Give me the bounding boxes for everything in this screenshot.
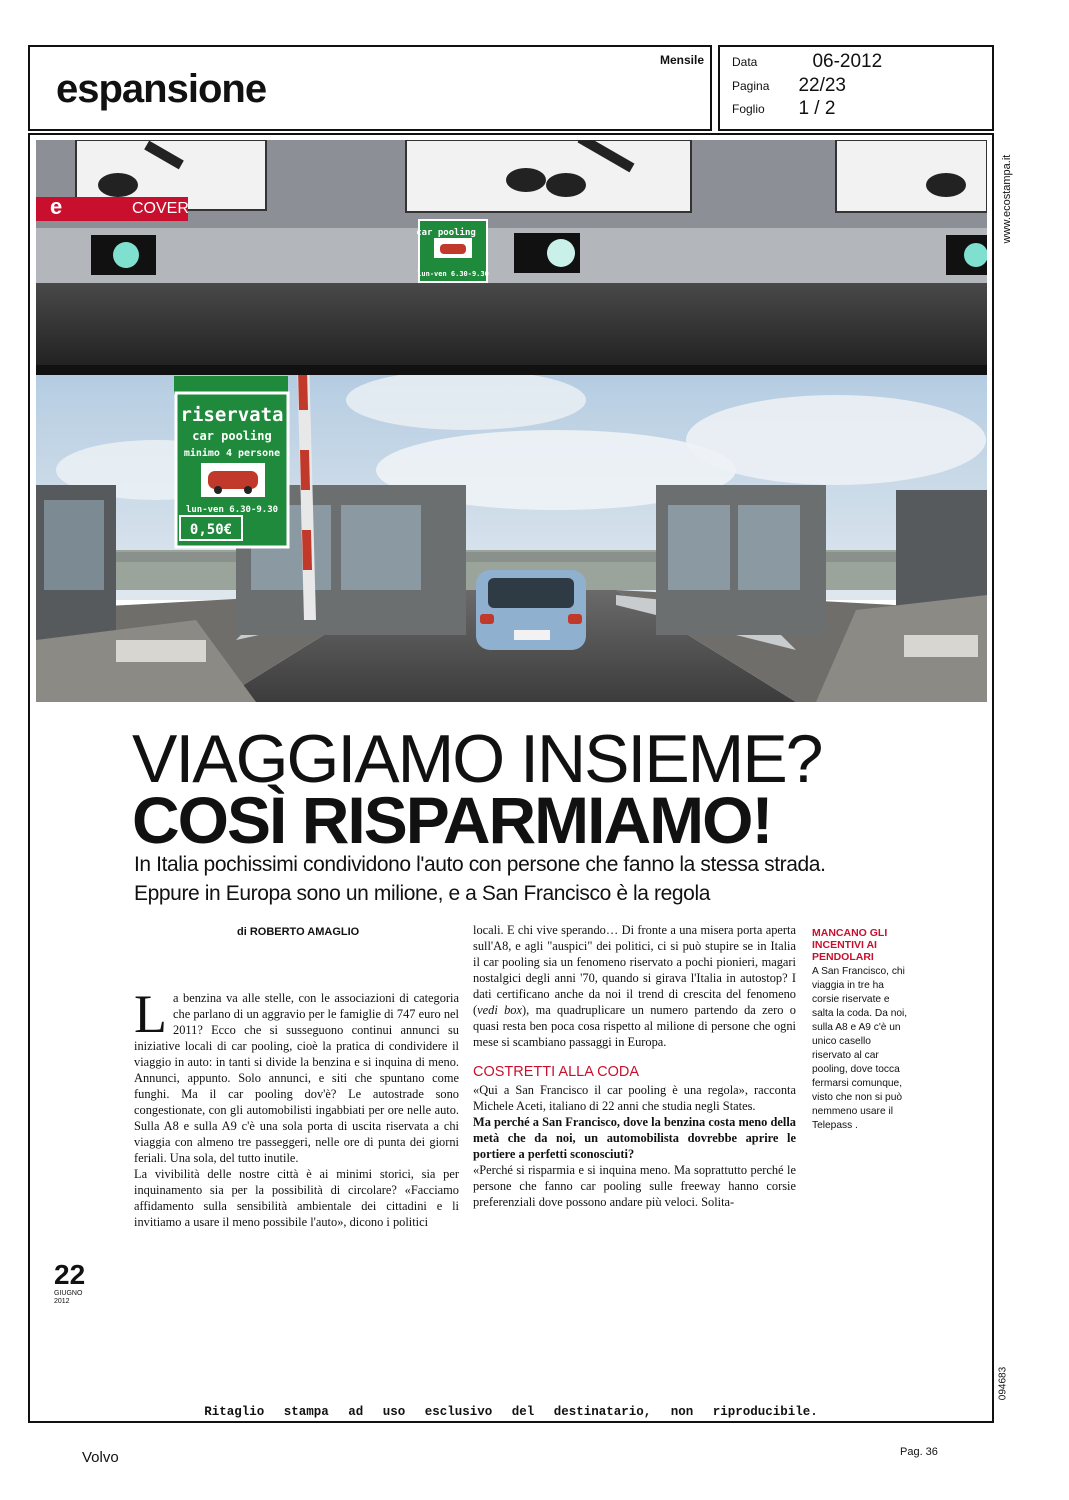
subheading: COSTRETTI ALLA CODA xyxy=(473,1064,639,1080)
sidebar-body: A San Francisco, chi viaggia in tre ha corsie riservate e salta la coda. Da noi, sulla A8 e A9 c'è un unico casello riservato al car pooling, dove tocca fermarsi comunque, visto che non si può nemmeno usare il Telepass . xyxy=(812,966,908,1131)
document-page: Pag. 36 xyxy=(900,1446,938,1458)
paragraph-2: La vivibilità delle nostre città è ai minimi storici, sia per inquinamento sia per la possibilità di circolare? «Facciamo affidamento sulla sensibilità ambientale dei cittadini e li invitiamo a usare il meno possibile l'auto», dicono i politici xyxy=(134,1167,459,1229)
sheet-row xyxy=(732,98,835,120)
side-url xyxy=(996,148,1012,258)
date-value: 06-2012 xyxy=(812,51,883,72)
top-sign-line3: lun-ven 6.30-9.30 xyxy=(417,270,489,278)
masthead-title: espansione xyxy=(56,67,267,111)
question-bold-text: Ma perché a San Francisco, dove la benzina costa meno della metà che da noi, un automobilista dovrebbe aprire le portiere a perfetti sconosciuti? xyxy=(473,1115,796,1161)
headline-line2: COSÌ RISPARMIAMO! xyxy=(132,783,772,857)
byline: di ROBERTO AMAGLIO xyxy=(237,926,360,938)
section-letter: e xyxy=(50,194,63,219)
clipping-note: Ritaglio stampa ad uso esclusivo del destinatario, non riproducibile. xyxy=(204,1405,818,1419)
frequency-label: Mensile xyxy=(659,53,704,67)
page-row xyxy=(732,75,846,97)
subtitle: In Italia pochissimi condividono l'auto con persone che fanno la stessa strada. Eppure in Europa sono un milione, e a San Francisco è la regola xyxy=(134,853,826,905)
headline-line1: VIAGGIAMO INSIEME? xyxy=(132,721,822,797)
masthead-box xyxy=(28,45,712,131)
section-label: COVER xyxy=(132,200,189,217)
paragraph-4: «Qui a San Francisco il car pooling è una regola», racconta Michele Aceti, italiano di 22 anni che studia negli States. xyxy=(473,1083,796,1113)
page-number: 22 xyxy=(54,1259,86,1290)
paragraph-1-text: a benzina va alle stelle, con le associazioni di categoria che parlano di un aggravio per le famiglie di 747 euro nel 2011? Ecco che si susseguono continui annunci su iniziative locali di car pooling, cioè la pratica di condividere il viaggio in auto: in tanti si divide la benzina e si inquina di meno. Annunci, appunto. Solo annunci, e siti che spuntano come funghi. Ma il car pooling dov'è? Le autostrade sono congestionate, con gli automobilisti ingabbiati per ore nelle auto. Sulla A8 e sulla A9 c'è una sola porta di uscita riservata a chi viaggia con almeno tre passeggeri, nelle ore di punta dei giorni feriali. Una sola, del tutto inutile. xyxy=(134,991,459,1165)
side-code xyxy=(996,1360,1012,1410)
paragraph-3-text-a: locali. E chi vive sperando… Di fronte a una misera porta aperta sull'A8, e agli "auspici" dei politici, ci si può stupire se in Italia il car pooling sia un fenomeno riservato a pochi pionieri, magari nostalgici degli anni '70, quando si girava l'Italia in autostop? I dati certificano anche da noi il trend di crescita del fenomeno ( xyxy=(473,923,796,1017)
big-sign-line1: riservata xyxy=(180,404,284,426)
sidebar-box xyxy=(812,927,912,1133)
paragraph-1 xyxy=(134,984,459,1166)
question-bold xyxy=(473,1114,796,1162)
metadata-box xyxy=(718,45,994,131)
toll-booth-photo xyxy=(36,140,987,702)
top-sign-line1: car pooling xyxy=(416,228,476,238)
paragraph-3-text-b: ), ma quadruplicare un numero partendo da zero o quasi resta ben poca cosa rispetto al milione di persone che ogni mese si scambiano passaggi in Europa. xyxy=(473,1003,797,1049)
issue-year: 2012 xyxy=(54,1298,70,1305)
article-column-2 xyxy=(473,922,796,1210)
issue-month: GIUGNO xyxy=(54,1290,83,1297)
issue-date xyxy=(54,1290,82,1306)
page-value: 22/23 xyxy=(798,75,846,96)
paragraph-3 xyxy=(473,922,796,1050)
big-sign-line4: lun-ven 6.30-9.30 xyxy=(185,505,279,515)
sheet-label: Foglio xyxy=(732,102,765,116)
date-label: Data xyxy=(732,55,758,69)
article-column-1 xyxy=(134,984,459,1230)
date-row xyxy=(732,51,882,73)
side-url-text: www.ecostampa.it xyxy=(1001,154,1013,244)
sidebar-title: MANCANO GLI INCENTIVI AI PENDOLARI xyxy=(812,927,888,963)
box-reference: vedi box xyxy=(477,1003,523,1017)
section-tag xyxy=(36,194,189,221)
paragraph-5: «Perché si risparmia e si inquina meno. Ma soprattutto perché le persone che fanno car pooling sulle freeway hanno corsie preferenziali dove possono andare più veloci. Solita- xyxy=(473,1163,796,1209)
page-label: Pagina xyxy=(732,79,770,93)
side-code-text: 094683 xyxy=(997,1366,1009,1401)
client-brand: Volvo xyxy=(82,1449,119,1466)
big-sign-line2: car pooling xyxy=(192,429,272,443)
big-sign-price: 0,50€ xyxy=(189,522,233,538)
dropcap: L xyxy=(134,984,167,1044)
sheet-value: 1 / 2 xyxy=(798,98,836,119)
big-sign-line3: minimo 4 persone xyxy=(183,448,281,459)
